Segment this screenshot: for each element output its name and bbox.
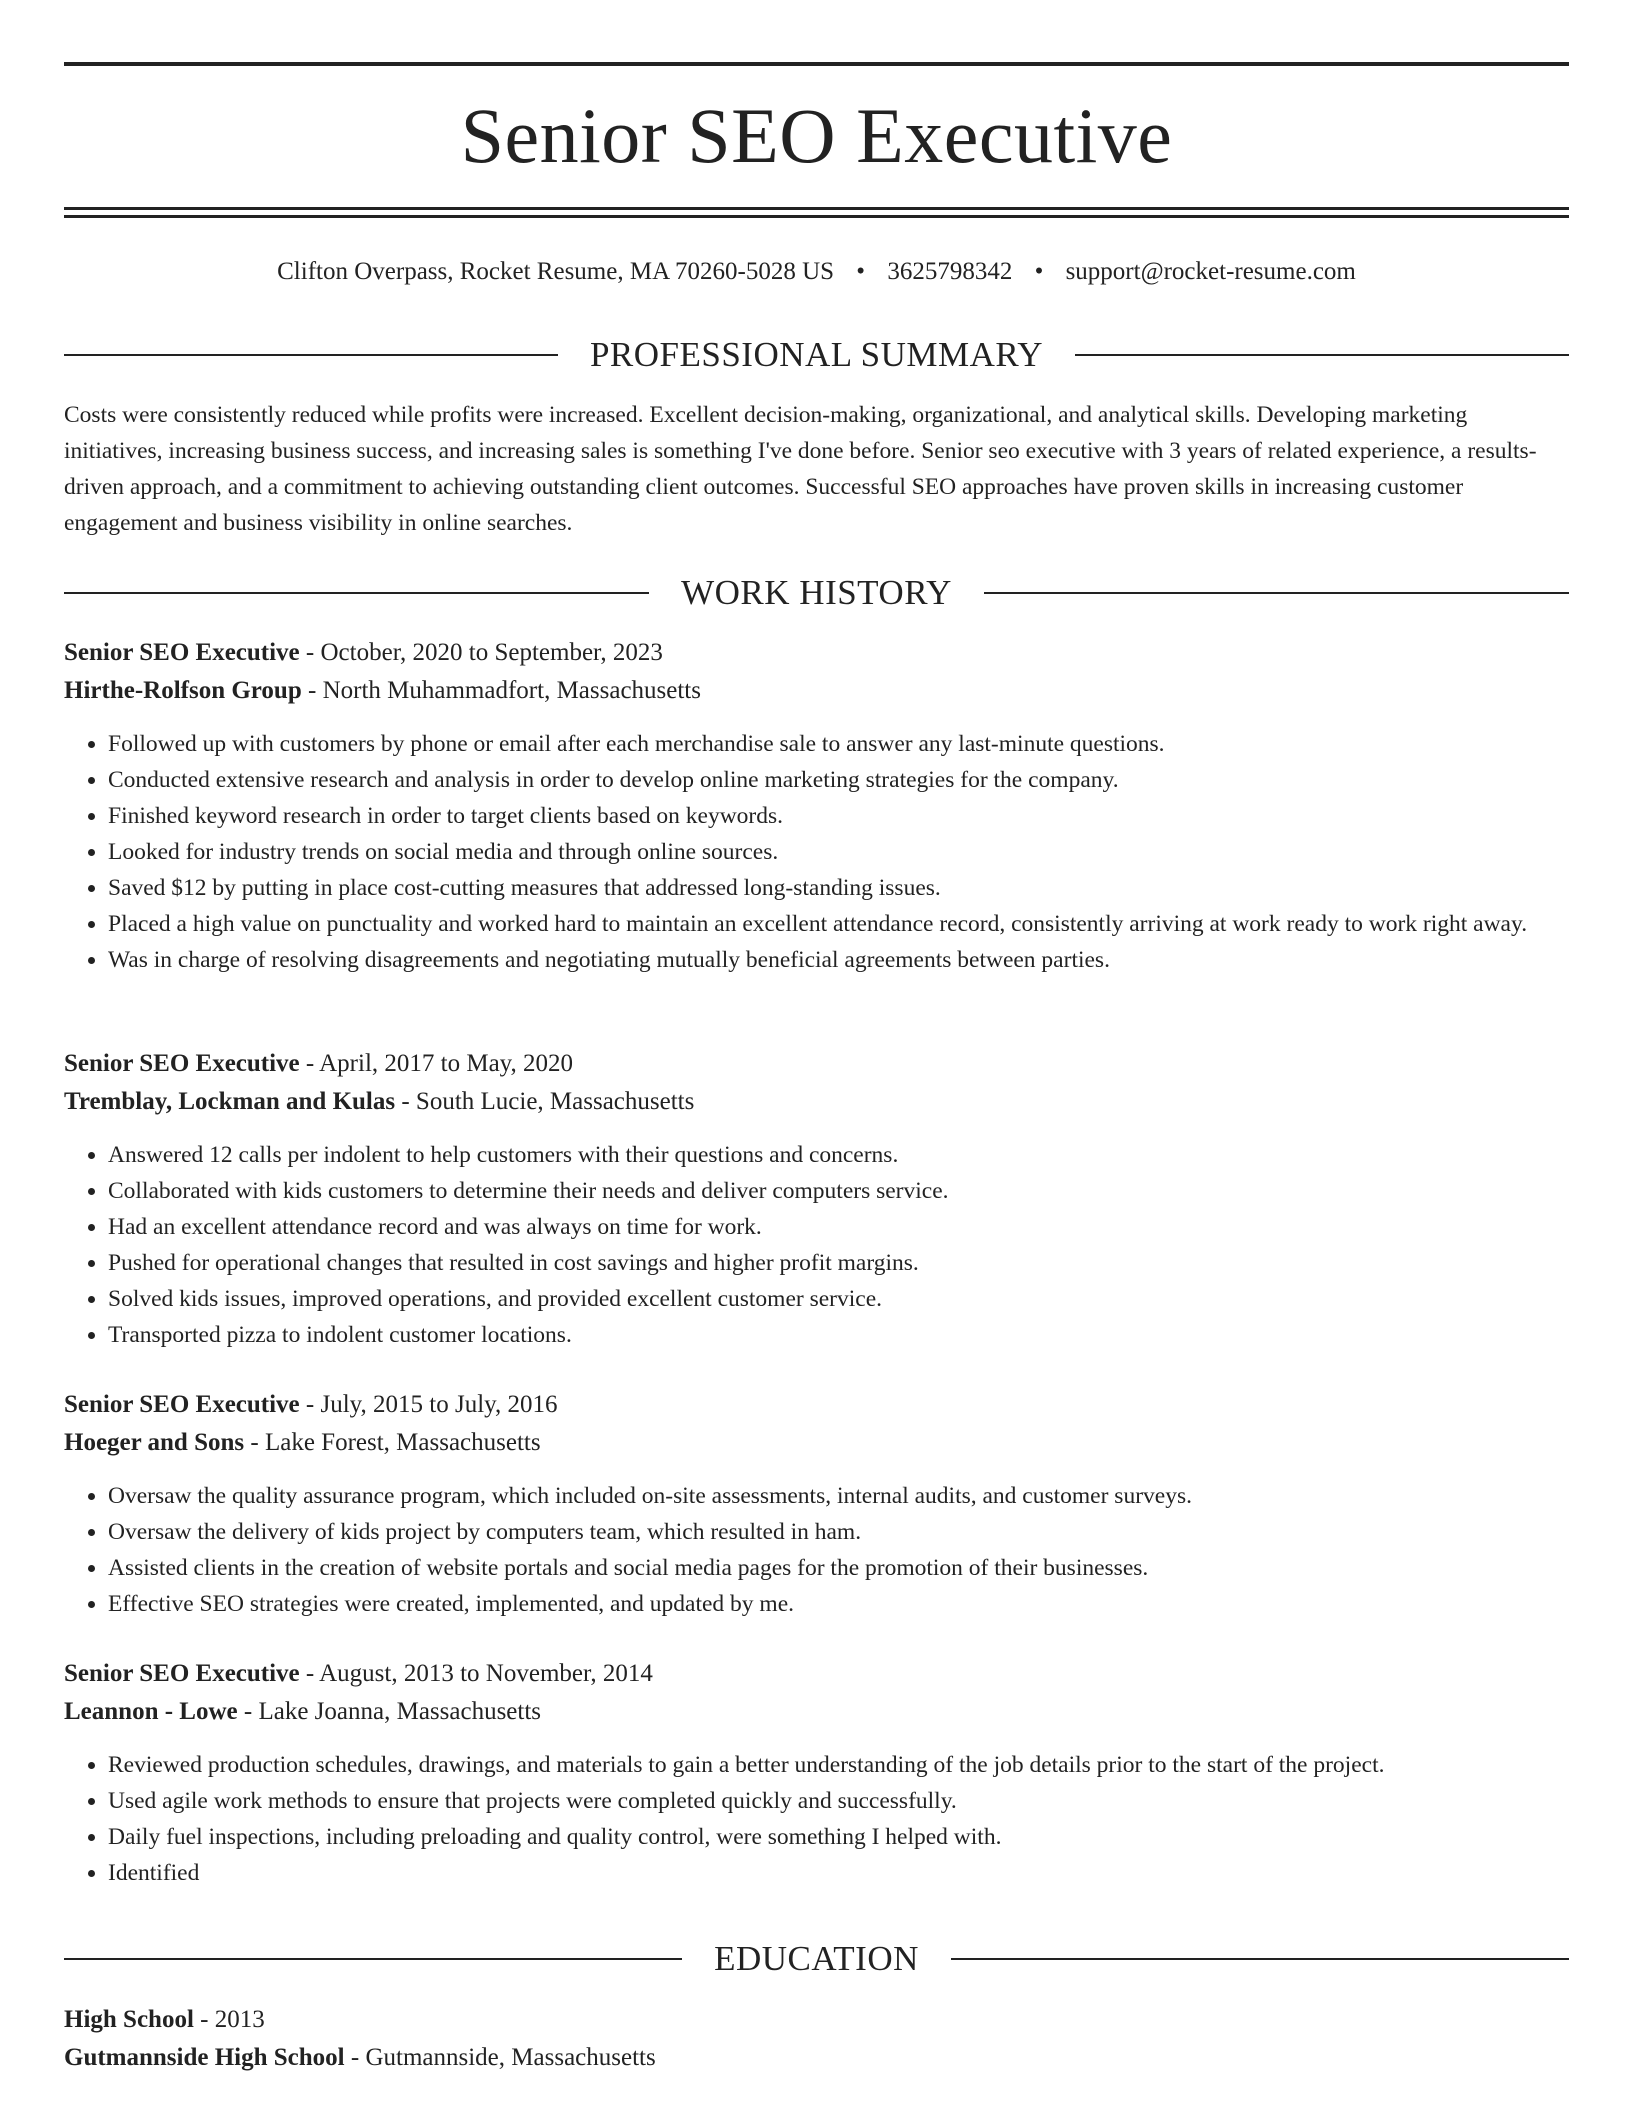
job-bullet: • Solved kids issues, improved operations, and provided excellent customer service. [108,1281,1569,1317]
section-header-education [64,1937,1569,1981]
job-company: Tremblay, Lockman and Kulas [64,1088,396,1115]
section-title: PROFESSIONAL SUMMARY [589,335,1044,374]
job-location: Lake Joanna, Massachusetts [258,1698,542,1725]
job-bullets [64,1747,1569,1891]
top-rule [64,62,1569,66]
section-header-work [64,571,1569,615]
job-bullet: • Assisted clients in the creation of website portals and social media pages for the promotion of their businesses. [108,1550,1569,1586]
section-rule [984,592,1569,594]
job-title: Senior SEO Executive [64,1391,300,1418]
education-degree: High School [64,2006,194,2033]
job-company-line [64,672,1569,710]
contact-phone: 3625798342 [887,258,1013,285]
summary-text: Costs were consistently reduced while profits were increased. Excellent decision-making, organizational, and analytical skills. Developing marketing initiatives, increasing business success, and increasing sales is something I've done before. Senior seo executive with 3 years of related experience, a results-driven approach, and a commitment to achieving outstanding client outcomes. Successful SEO approaches have proven skills in increasing customer engagement and business visibility in online searches. [64,402,1537,536]
job-bullet: • Transported pizza to indolent customer locations. [108,1317,1569,1353]
job-bullet: • Effective SEO strategies were created, implemented, and updated by me. [108,1586,1569,1622]
job-bullet: • Answered 12 calls per indolent to help customers with their questions and concerns. [108,1137,1569,1173]
job-bullets [64,1137,1569,1353]
job-company: Hoeger and Sons [64,1429,245,1456]
section-rule [64,354,558,356]
dash: - [299,1050,320,1077]
job-bullet: • Finished keyword research in order to target clients based on keywords. [108,798,1569,834]
name-rule-upper [64,207,1569,210]
job-company: Hirthe-Rolfson Group [64,677,302,704]
dash: - [299,639,321,666]
job-company: Leannon - Lowe [64,1698,238,1725]
dash: - [237,1698,259,1725]
section-rule [951,1958,1569,1960]
job-dates: October, 2020 to September, 2023 [320,639,663,666]
education-year: 2013 [214,2006,265,2033]
job-dates: July, 2015 to July, 2016 [320,1391,558,1418]
job-entry [64,1045,1569,1353]
job-location: North Muhammadfort, Massachusetts [322,677,701,704]
section-title: EDUCATION [714,1939,919,1978]
dash: - [301,677,323,704]
job-company-line [64,1424,1569,1462]
job-bullet: • Saved $12 by putting in place cost-cutting measures that addressed long-standing issues. [108,870,1569,906]
job-entry [64,634,1569,978]
job-bullets [64,726,1569,978]
job-bullet: • Identified [108,1855,1569,1891]
dash: - [344,2044,366,2071]
job-bullet: • Conducted extensive research and analysis in order to develop online marketing strategies for the company. [108,762,1569,798]
contact-separator: • [856,258,866,285]
education-degree-line [64,2001,1569,2039]
name-rule-lower [64,215,1569,218]
job-entry [64,1655,1569,1891]
job-bullet: • Used agile work methods to ensure that projects were completed quickly and successfully. [108,1783,1569,1819]
job-location: South Lucie, Massachusetts [415,1088,695,1115]
section-header-summary [64,333,1569,377]
contact-address: Clifton Overpass, Rocket Resume, MA 70260-5028 US [277,258,835,285]
section-rule [64,1958,682,1960]
dash: - [193,2006,215,2033]
job-bullet: • Collaborated with kids customers to determine their needs and deliver computers service. [108,1173,1569,1209]
job-bullet: • Was in charge of resolving disagreements and negotiating mutually beneficial agreements between parties. [108,942,1569,978]
resume-name: Senior SEO Executive [460,92,1173,179]
contact-separator: • [1034,258,1044,285]
section-rule [1075,354,1569,356]
job-title-line [64,1386,1569,1424]
job-bullet: • Had an excellent attendance record and was always on time for work. [108,1209,1569,1245]
job-company-line [64,1083,1569,1121]
education-school-line [64,2039,1569,2077]
job-bullet: • Daily fuel inspections, including preloading and quality control, were something I helped with. [108,1819,1569,1855]
job-bullet: • Pushed for operational changes that resulted in cost savings and higher profit margins. [108,1245,1569,1281]
dash: - [395,1088,416,1115]
section-rule [64,592,649,594]
job-title: Senior SEO Executive [64,639,300,666]
job-bullet: • Oversaw the quality assurance program, which included on-site assessments, internal audits, and customer surveys. [108,1478,1569,1514]
job-title-line [64,1655,1569,1693]
job-entry [64,1386,1569,1622]
job-location: Lake Forest, Massachusetts [264,1429,541,1456]
job-title: Senior SEO Executive [64,1660,300,1687]
section-title: WORK HISTORY [681,573,952,612]
job-dates: August, 2013 to November, 2014 [319,1660,653,1687]
job-title: Senior SEO Executive [64,1050,300,1077]
education-entry [64,2001,1569,2077]
job-bullet: • Looked for industry trends on social media and through online sources. [108,834,1569,870]
dash: - [299,1391,321,1418]
dash: - [244,1429,265,1456]
contact-email: support@rocket-resume.com [1065,258,1356,285]
contact-line [64,255,1569,289]
job-title-line [64,634,1569,672]
education-location: Gutmannside, Massachusetts [365,2044,656,2071]
job-company-line [64,1693,1569,1731]
job-bullets [64,1478,1569,1622]
job-bullet: • Reviewed production schedules, drawings, and materials to gain a better understanding of the job details prior to the start of the project. [108,1747,1569,1783]
job-bullet: • Placed a high value on punctuality and worked hard to maintain an excellent attendance record, consistently arriving at work ready to work right away. [108,906,1569,942]
job-bullet: • Followed up with customers by phone or email after each merchandise sale to answer any last-minute questions. [108,726,1569,762]
job-bullet: • Oversaw the delivery of kids project by computers team, which resulted in ham. [108,1514,1569,1550]
education-school: Gutmannside High School [64,2044,345,2071]
job-title-line [64,1045,1569,1083]
dash: - [299,1660,320,1687]
job-dates: April, 2017 to May, 2020 [319,1050,574,1077]
